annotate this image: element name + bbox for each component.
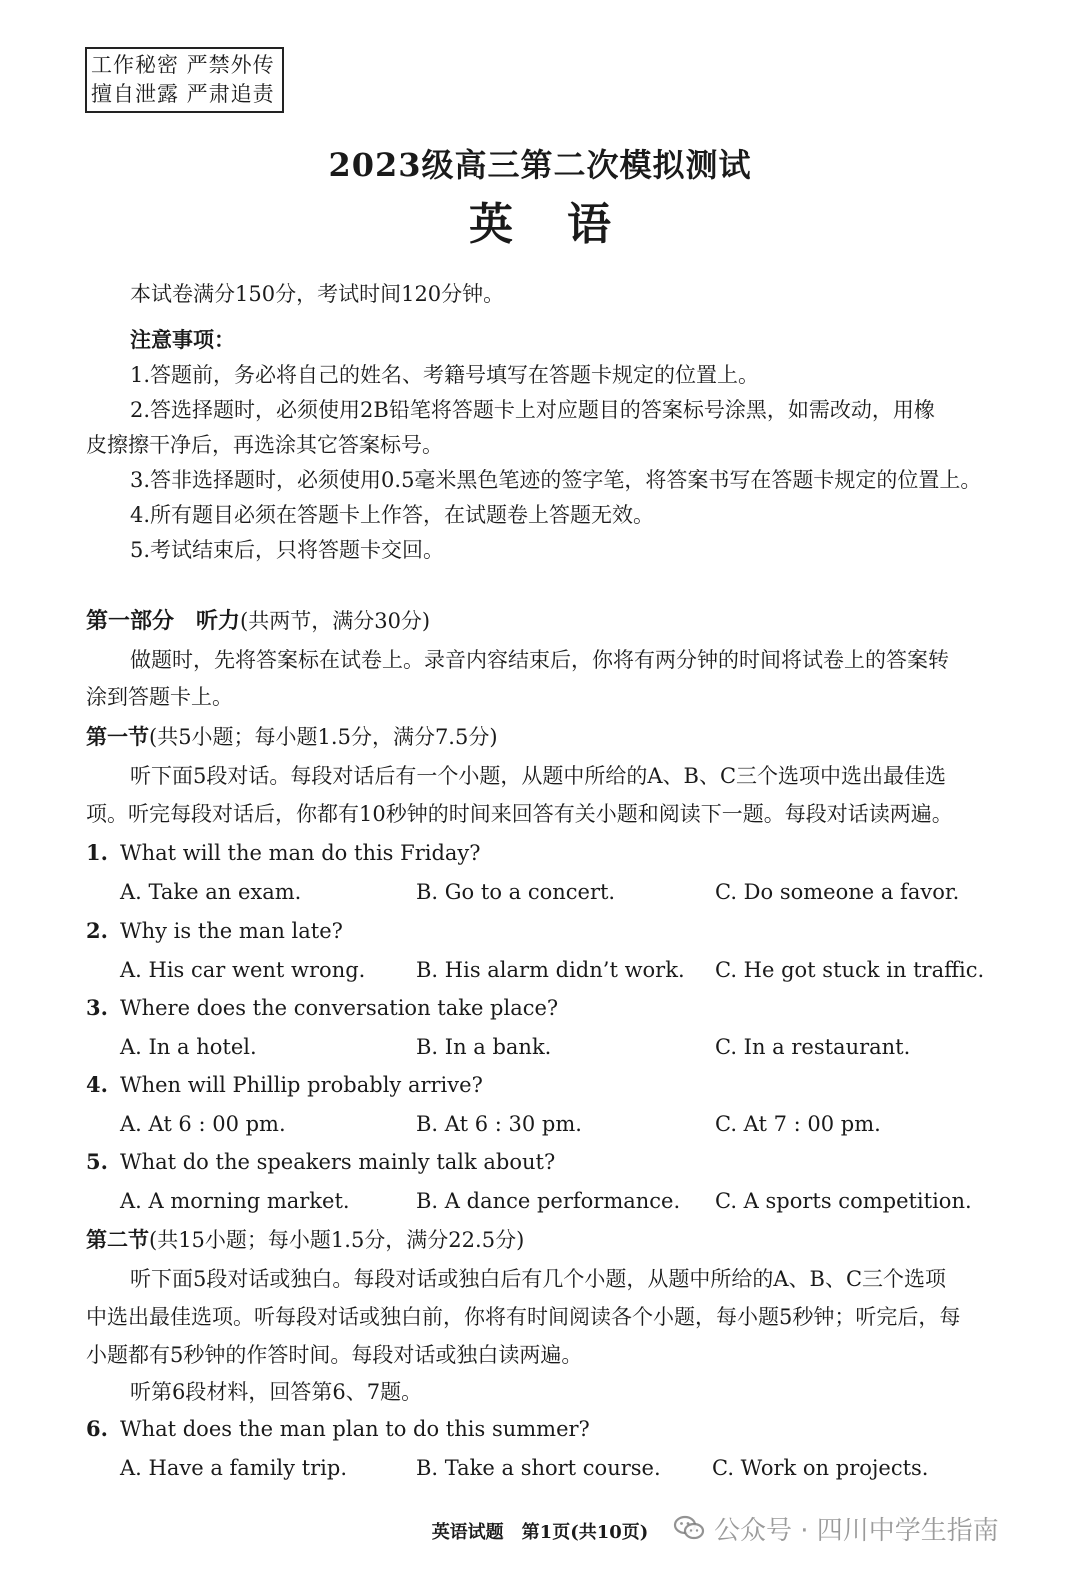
question-text: What will the man do this Friday? [120,841,481,865]
page-footer: 英语试题 第1页(共10页) [431,1522,649,1543]
notice-heading: 注意事项： [130,327,235,352]
part1-note: (共两节，满分30分) [240,609,431,633]
option-b: B. In a bank. [416,1035,552,1059]
option-a: A. In a hotel. [120,1035,257,1059]
part1-instruction-1: 做题时，先将答案标在试卷上。录音内容结束后，你将有两分钟的时间将试卷上的答案转 [130,648,949,672]
score-time-info: 本试卷满分150分，考试时间120分钟。 [130,282,505,306]
question-text: Where does the conversation take place? [120,996,559,1020]
section2-title: 第二节 [86,1227,149,1252]
confidential-stamp [85,47,284,113]
option-a: A. Have a family trip. [120,1456,348,1480]
question-text: Why is the man late? [120,919,343,943]
notice-item-2: 2.答选择题时，必须使用2B铅笔将答题卡上对应题目的答案标号涂黑，如需改动，用橡 [130,398,935,422]
watermark-text: 公众号 · 四川中学生指南 [714,1515,999,1546]
option-b: B. Go to a concert. [416,880,616,904]
section2-heading [86,1225,524,1255]
question-number: 1. [86,840,108,865]
option-c: C. He got stuck in traffic. [715,958,985,982]
notice-item-2-cont: 皮擦擦干净后，再选涂其它答案标号。 [86,433,443,457]
notice-item-3: 3.答非选择题时，必须使用0.5毫米黑色笔迹的签字笔，将答案书写在答题卡规定的位置上。 [130,468,982,492]
section1-instruction-2: 项。听完每段对话后，你都有10秒钟的时间来回答有关小题和阅读下一题。每段对话读两遍。 [86,802,953,826]
option-a: A. At 6 : 00 pm. [120,1112,286,1136]
exam-subject: 英语 [469,199,665,250]
stamp-line-2: 擅自泄露 严肃追责 [91,82,275,106]
section2-instruction-3: 小题都有5秒钟的作答时间。每段对话或独白读两遍。 [86,1343,583,1367]
wechat-icon [672,1511,706,1545]
option-c: C. Do someone a favor. [715,880,960,904]
option-c: C. Work on projects. [712,1456,929,1480]
section2-instruction-2: 中选出最佳选项。听每段对话或独白前，你将有时间阅读各个小题，每小题5秒钟；听完后，每 [86,1305,961,1329]
option-b: B. At 6 : 30 pm. [416,1112,582,1136]
watermark [672,1506,999,1550]
option-c: C. In a restaurant. [715,1035,911,1059]
section1-title: 第一节 [86,724,149,749]
question-number: 4. [86,1072,108,1097]
question-number: 5. [86,1149,108,1174]
part1-heading [86,606,430,636]
material-6-note: 听第6段材料，回答第6、7题。 [130,1380,423,1404]
question-text: When will Phillip probably arrive? [120,1073,483,1097]
question-text: What does the man plan to do this summer? [120,1417,590,1441]
exam-title: 2023级高三第二次模拟测试 [328,146,752,184]
option-a: A. A morning market. [120,1189,350,1213]
stamp-line-1: 工作秘密 严禁外传 [91,53,275,77]
option-b: B. Take a short course. [416,1456,661,1480]
option-c: C. A sports competition. [715,1189,972,1213]
section1-heading [86,722,498,752]
notice-item-4: 4.所有题目必须在答题卡上作答，在试题卷上答题无效。 [130,503,655,527]
question-text: What do the speakers mainly talk about? [120,1150,556,1174]
notice-item-1: 1.答题前，务必将自己的姓名、考籍号填写在答题卡规定的位置上。 [130,363,760,387]
notice-item-5: 5.考试结束后，只将答题卡交回。 [130,538,445,562]
option-b: B. A dance performance. [416,1189,681,1213]
option-c: C. At 7 : 00 pm. [715,1112,881,1136]
section2-instruction-1: 听下面5段对话或独白。每段对话或独白后有几个小题，从题中所给的A、B、C三个选项 [130,1267,947,1291]
option-b: B. His alarm didn’t work. [416,958,685,982]
part1-instruction-2: 涂到答题卡上。 [86,685,233,709]
option-a: A. Take an exam. [120,880,302,904]
section2-note: (共15小题；每小题1.5分，满分22.5分) [149,1228,525,1252]
part1-title: 第一部分 听力 [86,608,241,634]
option-a: A. His car went wrong. [120,958,366,982]
question-number: 2. [86,918,108,943]
section1-note: (共5小题；每小题1.5分，满分7.5分) [149,725,498,749]
section1-instruction-1: 听下面5段对话。每段对话后有一个小题，从题中所给的A、B、C三个选项中选出最佳选 [130,764,947,788]
question-number: 6. [86,1416,108,1441]
question-number: 3. [86,995,108,1020]
